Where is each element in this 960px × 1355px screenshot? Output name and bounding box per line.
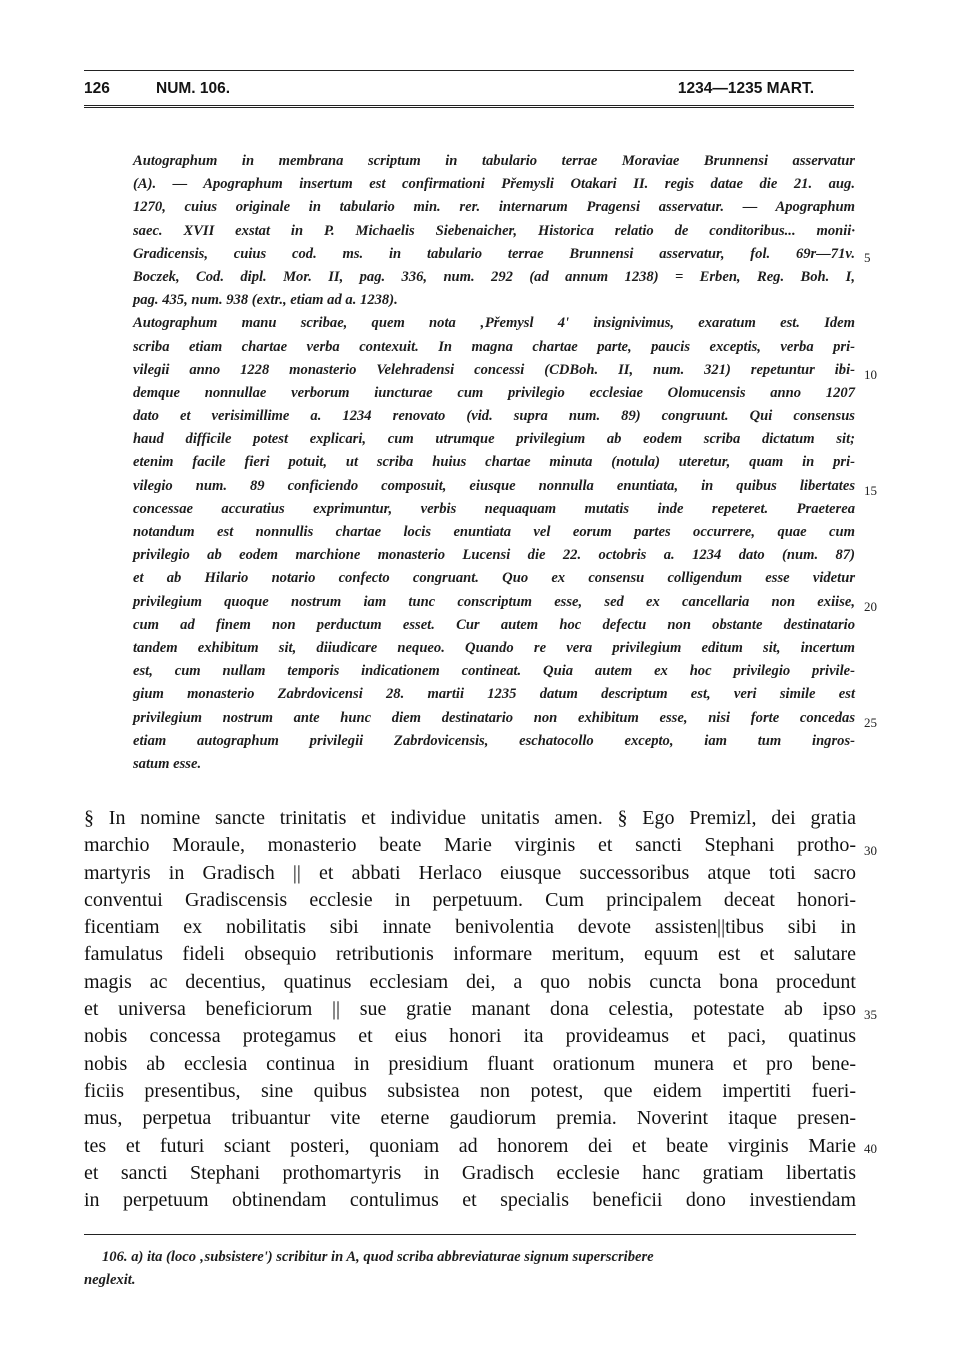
text-line: conventui Gradiscensis ecclesie in perpetuum. Cum principalem deceat honori- (84, 888, 856, 911)
line-number: 5 (864, 250, 871, 265)
text-line: martyris in Gradisch || et abbati Herlaco eiusque successoribus atque toti sacro (84, 861, 856, 884)
note-line: scriba etiam chartae verba contexuit. In magna chartae parte, paucis exceptis, verba pri- (133, 338, 855, 355)
document-date: 1234—1235 MART. (677, 80, 814, 97)
note-line: haud difficile potest explicari, cum utrumque privilegium ab eodem scriba dictatum sit; (133, 431, 855, 448)
text-line: ficentiam ex nobilitatis sibi innate benivolentia devote assisten||tibus sibi in (84, 916, 856, 939)
text-line: magis ac decentius, quatinus ecclesiam dei, a quo nobis cuncta bona procedunt (84, 970, 856, 993)
footnote (84, 1246, 856, 1292)
note-line: privilegium quoque nostrum iam tunc conscriptum esse, sed ex cancellaria non exiise, (133, 593, 855, 610)
note-line: 1270, cuius originale in tabulario min. rer. internarum Pragensi asservatur. — Apographum (133, 199, 855, 216)
note-line: cum ad finem non perductum esset. Cur autem hoc defectu non obstante destinatario (133, 616, 855, 633)
note-line: (A). — Apographum insertum est confirmationi Přemysli Otakari II. regis datae die 21. aug. (133, 176, 855, 193)
line-number: 30 (864, 843, 877, 858)
note-line: etenim facile fieri potuit, ut scriba huius chartae minuta (notula) uteretur, quam in pri- (133, 454, 855, 471)
charter-text (84, 805, 856, 1214)
note-line: privilegium nostrum ante hunc diem destinatario non exhibitum esse, nisi forte concedas (133, 709, 855, 726)
text-line: mus, perpetua tribuantur vite eterne gaudiorum premia. Noverint itaque presen- (84, 1107, 856, 1130)
note-line: et ab Hilario notario confecto congruant. Quo ex consensu colligendum esse videtur (133, 570, 855, 587)
note-line: Autographum manu scribae, quem nota ‚Přemysl 4' insignivimus, exaratum est. Idem (133, 315, 855, 332)
note-line: concessae accuratius exprimuntur, verbis nequaquam mutatis inde repeteret. Praeterea (133, 500, 855, 517)
note-line: demque nonnullae verborum iuncturae cum privilegio ecclesiae Olomucensis anno 1207 (133, 384, 855, 401)
text-line: marchio Moraule, monasterio beate Marie virginis et sancti Stephani protho- (84, 834, 856, 857)
text-line: famulatus fideli obsequio retributionis informare meritum, equum est et salutare (84, 943, 856, 966)
text-line: tes et futuri sciant posteri, quoniam ad honorem dei et beate virginis Marie (84, 1134, 856, 1157)
note-line: vilegii anno 1228 monasterio Velehradensi concessi (CDBoh. II, num. 321) repetuntur ibi- (133, 361, 855, 378)
running-header (84, 72, 854, 106)
text-line: in perpetuum obtinendam contulimus et specialis beneficii dono investiendam (84, 1189, 856, 1212)
line-number: 40 (864, 1141, 877, 1156)
line-number: 10 (864, 367, 877, 382)
note-line: saec. XVII exstat in P. Michaelis Siebenaicher, Historica relatio de conditoribus... monii· (133, 222, 855, 239)
note-line: notandum est nonnullis chartae locis enuntiata vel eorum partes occurrere, quae cum (133, 524, 855, 540)
footnote-rule (84, 1234, 856, 1235)
page-number: 126 (84, 80, 110, 97)
footnote-line: neglexit. (84, 1272, 136, 1288)
text-line: § In nomine sancte trinitatis et individue unitatis amen. § Ego Premizl, dei gratia (84, 807, 856, 829)
line-number: 20 (864, 599, 877, 614)
note-line: gium monasterio Zabrdovicensi 28. martii 1235 datum descriptum est, veri simile est (133, 686, 855, 703)
note-line: est, cum nullam temporis indicationem contineat. Quia autem ex hoc privilegio privile- (133, 663, 855, 680)
note-line: privilegio ab eodem marchione monasterio Lucensi die 22. octobris a. 1234 dato (num. 87) (133, 547, 855, 564)
note-line: Boczek, Cod. dipl. Mor. II, pag. 336, num. 292 (ad annum 1238) = Erben, Reg. Boh. I, (133, 268, 855, 285)
note-line: Gradicensis, cuius cod. ms. in tabulario terrae Brunnensi asservatur, fol. 69r—71v. (133, 245, 855, 262)
editorial-notes (133, 150, 855, 776)
line-number: 35 (864, 1007, 877, 1022)
line-number: 25 (864, 715, 877, 730)
note-line: pag. 435, num. 938 (extr., etiam ad a. 1238). (133, 292, 398, 309)
note-line: etiam autographum privilegii Zabrdovicensis, eschatocollo excepto, iam tum ingros- (133, 732, 855, 749)
footnote-line: 106. a) ita (loco ‚subsistere') scribitur in A, quod scriba abbreviaturae signum superscribere (102, 1249, 654, 1265)
document-number: NUM. 106. (156, 80, 231, 97)
line-number: 15 (864, 483, 877, 498)
note-line: tandem exhibitum sit, diiudicare nequeo. Quando re vera privilegium editum sit, incertum (133, 639, 855, 656)
text-line: ficiis presentibus, sine quibus subsistea non potest, que eidem impertiti fueri- (84, 1079, 856, 1102)
note-line: satum esse. (133, 755, 202, 772)
note-line: vilegio num. 89 conficiendo composuit, eiusque nonnulla enuntiata, in quibus libertates (133, 477, 855, 494)
text-line: et sancti Stephani prothomartyris in Gradisch ecclesie hanc gratiam libertatis (84, 1161, 856, 1184)
text-line: nobis concessa protegamus et eius honori ita provideamus et paci, quatinus (84, 1025, 856, 1048)
header-rule-top (84, 70, 854, 71)
text-line: et universa beneficiorum || sue gratie manant dona celestia, potestate ab ipso (84, 998, 856, 1021)
text-line: nobis ab ecclesia continua in presidium fluant orationum munera et pro bene- (84, 1052, 856, 1075)
note-line: dato et verisimillime a. 1234 renovato (vid. supra num. 89) congruunt. Qui consensus (133, 408, 855, 425)
header-rule-bottom (84, 105, 854, 108)
note-line: Autographum in membrana scriptum in tabulario terrae Moraviae Brunnensi asservatur (133, 153, 855, 169)
